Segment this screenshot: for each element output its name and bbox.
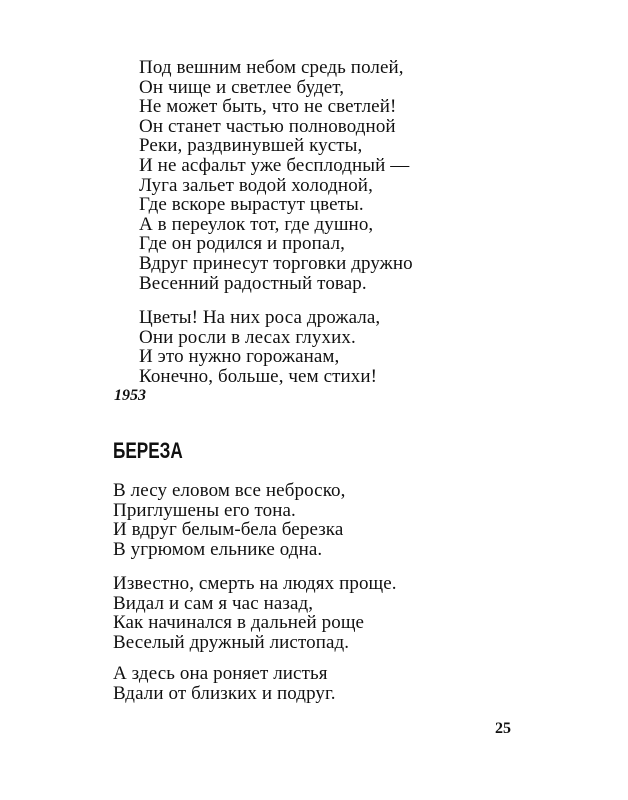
poem-line: Вдали от близких и подруг. [113,682,336,704]
poem-line: Конечно, больше, чем стихи! [139,365,378,387]
poem-line: Где он родился и пропал, [139,233,346,255]
poem-title: БЕРЕЗА [113,438,183,463]
poem-line: Они росли в лесах глухих. [139,326,356,348]
poem-line: Луга зальет водой холодной, [139,174,373,196]
poem-line: Не может быть, что не светлей! [139,96,397,118]
poem-line: Он чище и светлее будет, [139,76,345,98]
poem-line: А здесь она роняет листья [113,663,328,684]
poem2-stanza2 [113,574,397,652]
page-number: 25 [495,720,511,737]
poem-line: Приглушены его тона. [113,499,296,521]
poem-line: Известно, смерть на людях проще. [113,573,397,594]
poem-line: Под вешним небом средь полей, [139,57,404,78]
poem-line: И это нужно горожанам, [139,346,340,368]
poem1-stanza2 [139,308,380,386]
poem-line: Реки, раздвинувшей кусты, [139,135,363,157]
poem-line: И вдруг белым-бела березка [113,519,344,541]
poem-line: В лесу еловом все неброско, [113,480,346,501]
poem-year: 1953 [114,387,146,404]
poem-line: Вдруг принесут торговки дружно [139,252,413,274]
poem-line: А в переулок тот, где душно, [139,213,374,235]
poem-line: Как начинался в дальней роще [113,612,365,634]
poem-line: Где вскоре вырастут цветы. [139,194,364,216]
poem-line: В угрюмом ельнике одна. [113,538,323,560]
poem-line: Цветы! На них роса дрожала, [139,307,381,328]
poem-line: Веселый дружный листопад. [113,631,350,653]
poem2-stanza1 [113,481,346,559]
poem-line: Весенний радостный товар. [139,272,367,294]
poem-line: И не асфальт уже бесплодный — [139,154,410,176]
poem-line: Он станет частью полноводной [139,115,396,137]
poem-line: Видал и сам я час назад, [113,592,314,614]
poem1-stanza1 [139,58,413,293]
poem2-stanza3 [113,664,336,703]
